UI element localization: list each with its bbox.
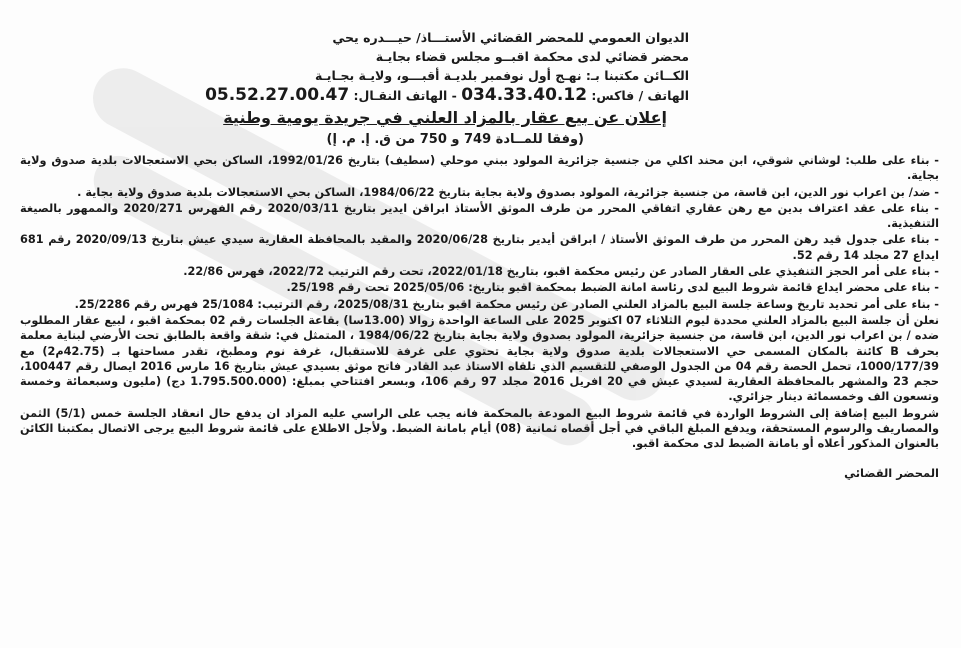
- header-line-office: الديوان العمومي للمحضر القضائي الأستـــاذ/ حيـــدره يحي: [332, 30, 689, 45]
- phone-number: 034.33.40.12: [461, 85, 588, 105]
- document-content: [20, 28, 939, 480]
- mobile-number: 05.52.27.00.47: [205, 85, 350, 105]
- mobile-label: - الهاتف النقـال:: [353, 88, 457, 103]
- paragraph-auction-details: نعلن أن جلسة البيع بالمزاد العلني محددة ليوم الثلاثاء 07 اكتوبر 2025 على الساعة الواحدة زوالا (13.00سا) بقاعة الجلسات رقم 02 بمحكمة اقبو ، لبيع عقار المطلوب ضده / بن اعراب نور الدين، ابن قاسة، من جنسية جزائرية، المولود بصدوق ولاية بجاية بتاريخ 1984/06/22 ، المتمثل في: شقة واقعة بالطابق تحت الأرضي لبناية معلمة بحرف B كائنة بالمكان المسمى حي الاستعجالات بلدية صدوق ولاية بجاية تحتوي على غرفة للاستقبال، غرفة نوم ومطبخ، تقدر مساحتها بـ (42.75م2) مع 1000/177/39، تحمل الحصة رقم 04 من الجدول الوصفي للتقسيم الذي تلقاه الاستاذ عبد القادر فاتح موثق بسيدي عيش بتاريخ 16 مارس 2016 ايصال رقم 100447، حجم 23 والمشهر بالمحافظة العقارية لسيدي عيش في 20 افريل 2016 مجلد 97 رقم 106، وبسعر افتتاحي بمبلغ: (1.795.500.000 دج) (مليون وسبعمائة وخمسة وتسعون الف وخمسمائة دينار جزائري.: [20, 313, 940, 404]
- paragraph-mortgage-registry: - بناء على جدول قيد رهن المحرر من طرف الموثق الأستاذ / ابراقن أيدير بتاريخ 2020/06/28 والمقيد بالمحافظة العقارية سيدي عيش بتاريخ 2020/09/13 رقم 681 ايداع 27 مجلد 14 رقم 52.: [20, 233, 939, 262]
- phone-label: الهاتف / فاكس:: [591, 88, 689, 103]
- paragraph-request: - بناء على طلب: لوشاني شوقي، ابن محند اكلي من جنسية جزائرية المولود ببني موحلي (سطيف) بتاريخ 1992/01/26، الساكن بحي الاستعجالات بلدية صدوق ولاية بجاية.: [20, 154, 939, 183]
- paragraph-session-order: - بناء على أمر تحديد تاريخ وساعة جلسة البيع بالمزاد العلني الصادر عن رئيس محكمة اقبو بتاريخ 2025/08/31، رقم الترتيب: 25/1084 فهرس رقم 25/2286.: [74, 297, 939, 311]
- header-line-court: محضر قضائي لدى محكمة اقبــو مجلس قضاء بجايـة: [375, 49, 689, 64]
- paragraph-seizure-order: - بناء على أمر الحجز التنفيذي على العقار الصادر عن رئيس محكمة اقبو، بتاريخ 2022/01/18، تحت رقم الترتيب 2022/72، فهرس 22/86.: [183, 265, 939, 279]
- header-line-phones: [20, 85, 689, 106]
- signature: المحضر القضائي: [844, 465, 939, 480]
- paragraph-against: - ضد/ بن اعراب نور الدين، ابن قاسة، من جنسية جزائرية، المولود بصدوق ولاية بجاية بتاريخ 1984/06/22، الساكن بحي الاستعجالات بلدية صدوق ولاية بجاية .: [77, 185, 939, 199]
- paragraph-sale-conditions: شروط البيع إضافة إلى الشروط الواردة في قائمة شروط البيع المودعة بالمحكمة فانه يجب على الراسي عليه المزاد ان يدفع حال انعقاد الجلسة خمس (5/1) الثمن والمصاريف والرسوم المستحقة، ويدفع المبلغ الباقي في أجل أقصاه ثمانية (08) أيام بامانة الضبط. ولأجل الاطلاع على قائمة شروط البيع يرجى الاتصال بمكتبنا الكائن بالعنوان المذكور أعلاه أو بامانة الضبط لدى محكمة اقبو.: [20, 406, 939, 451]
- header-line-address: الكــائن مكتبنا بـ: نهـج أول نوفمبر بلديـة أقبـــو، ولايـة بجـايـة: [314, 68, 689, 83]
- announcement-body: [20, 153, 939, 452]
- announcement-title: إعلان عن بيع عقار بالمزاد العلني في جريدة يومية وطنية: [223, 108, 667, 127]
- announcement-subtitle: (وفقا للمــادة 749 و 750 من ق. إ. م. إ): [326, 132, 584, 147]
- paragraph-debt-contract: - بناء على عقد اعتراف بدين مع رهن عقاري اتفاقي المحرر من طرف الموثق الأستاذ ابراقن ايدير بتاريخ 2020/03/11 رقم الفهرس 2020/271 والممهور بالصيغة التنفيذية.: [20, 201, 939, 231]
- office-header: [20, 28, 689, 106]
- paragraph-conditions-deposit: - بناء على محضر ايداع قائمة شروط البيع لدى رئاسة امانة الضبط بمحكمة اقبو بتاريخ: 2025/05/06 تحت رقم 25/198.: [286, 281, 939, 295]
